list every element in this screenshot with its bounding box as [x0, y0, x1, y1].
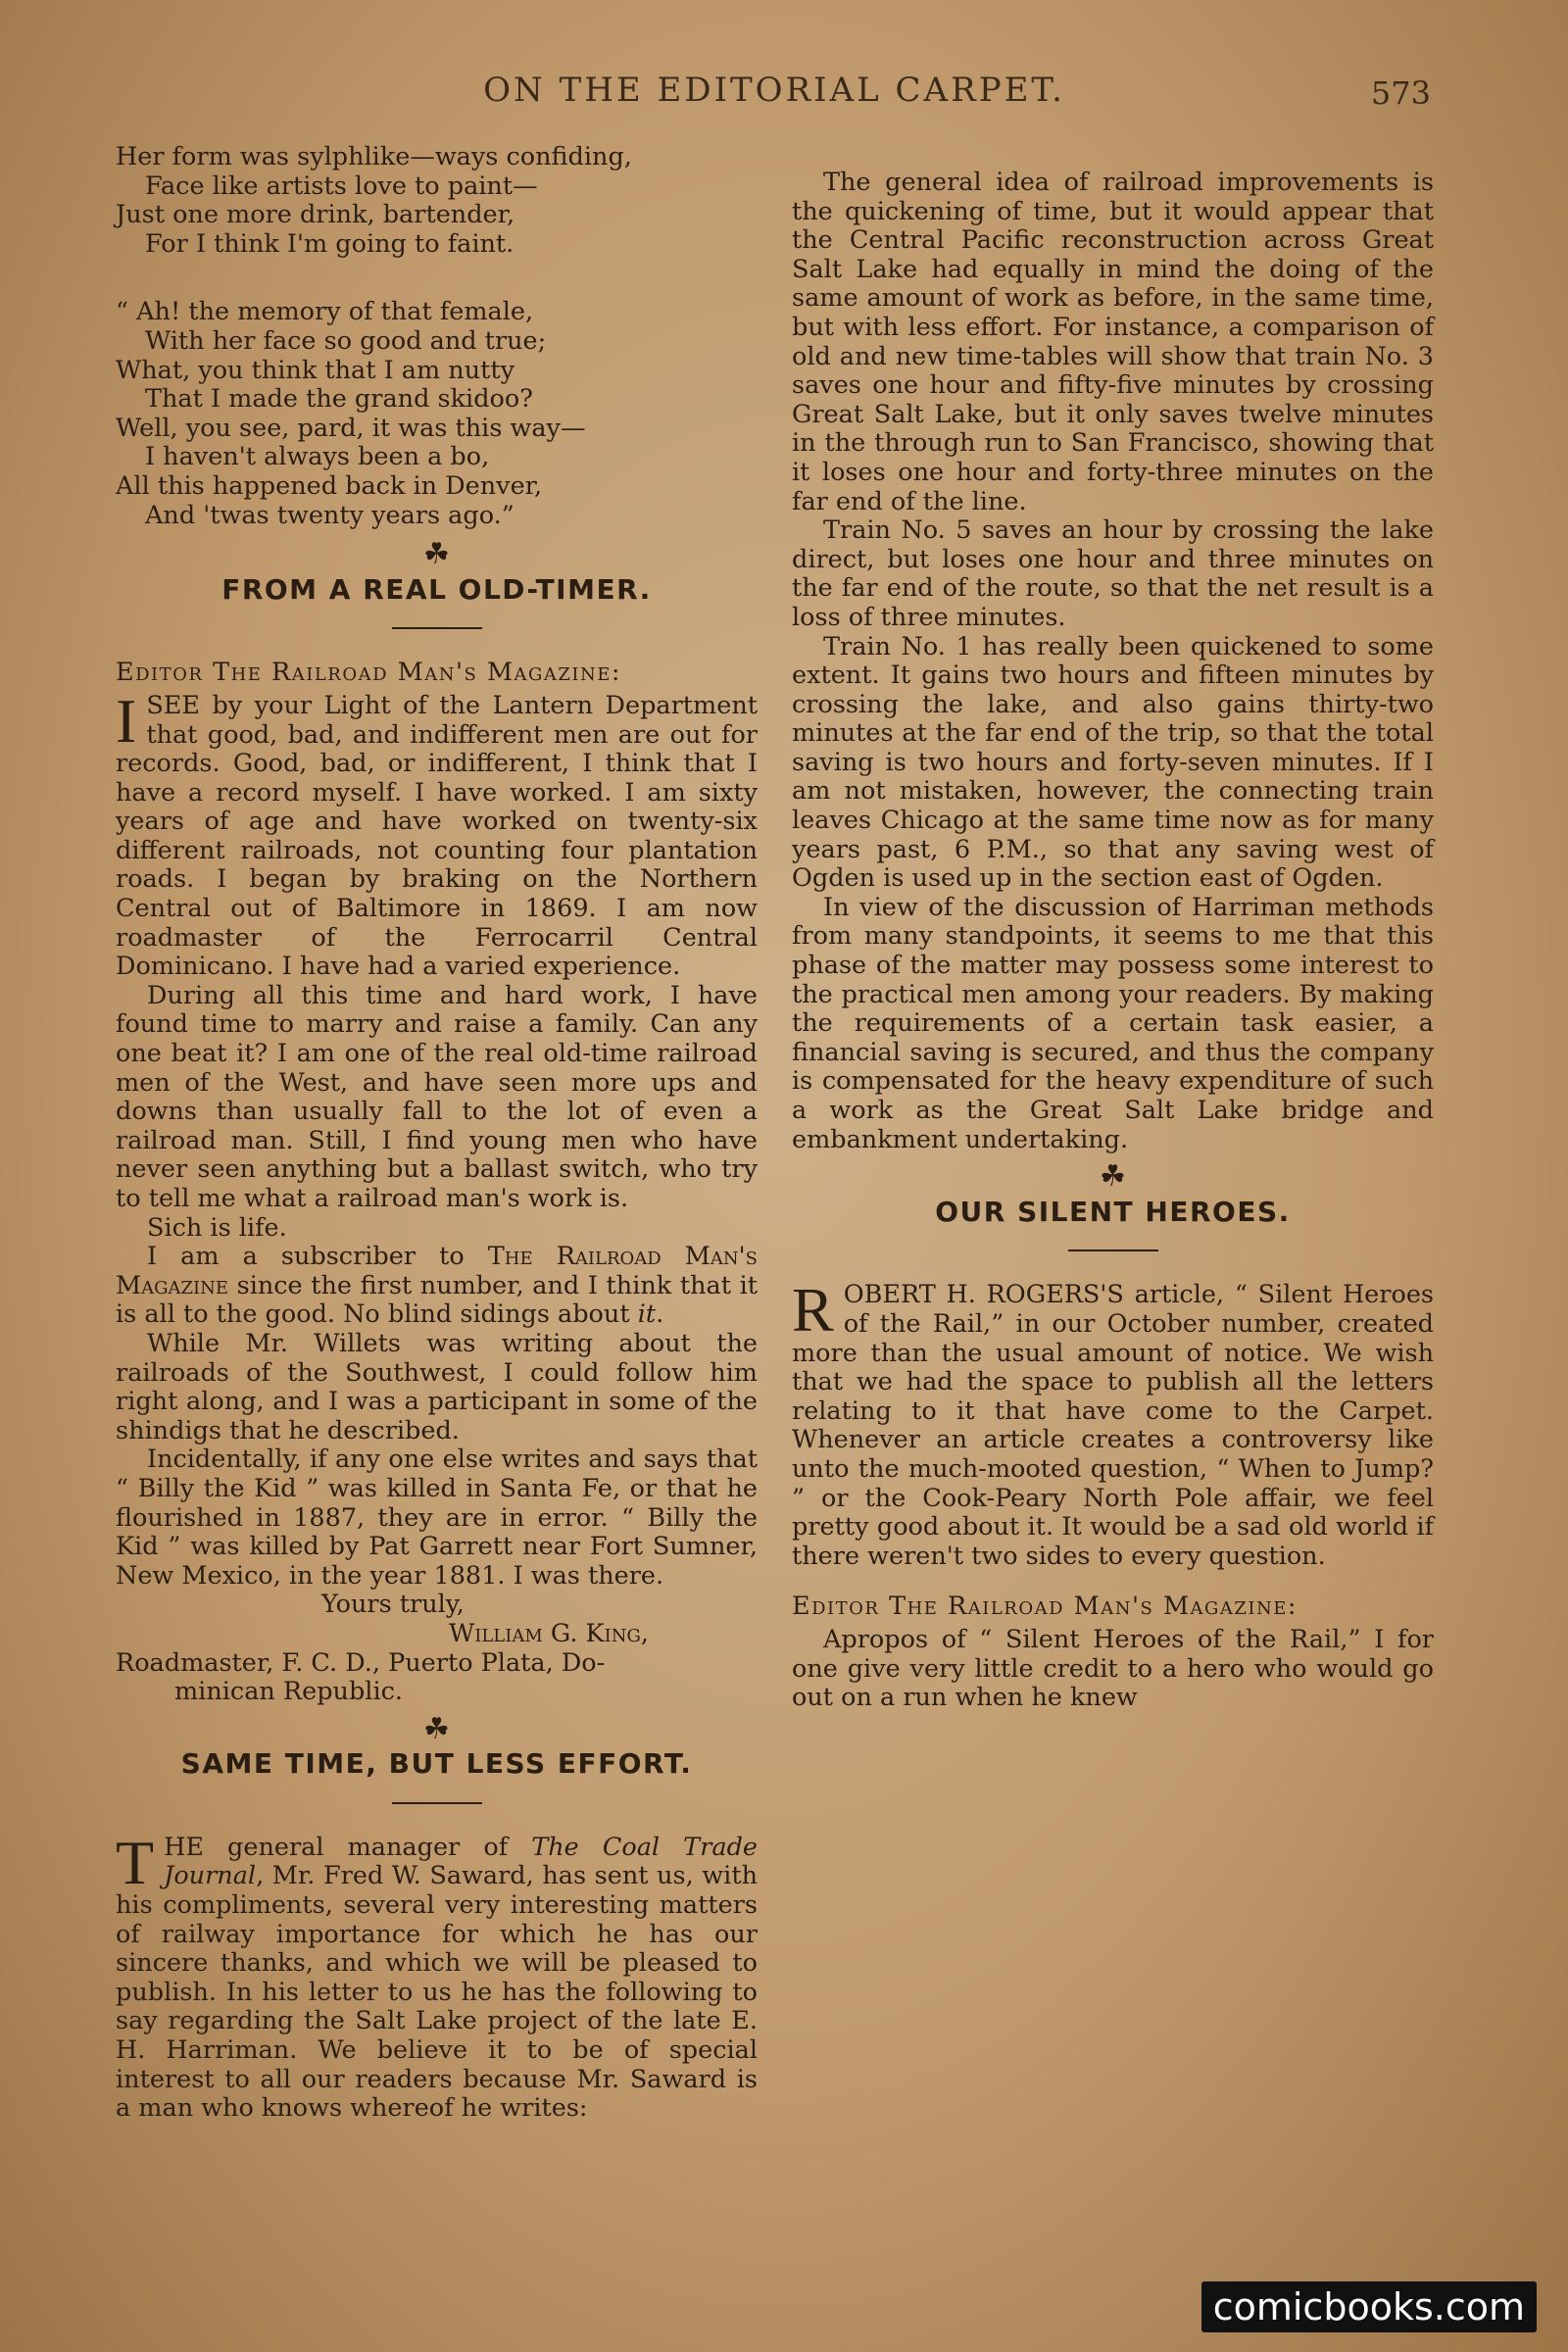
paragraph [116, 1827, 758, 2124]
poem-stanza-1 [116, 143, 758, 259]
poem-line: “ Ah! the memory of that female, [116, 297, 534, 327]
section-title-silent-heroes: OUR SILENT HEROES. [935, 1195, 1291, 1228]
quote-paragraph: The general idea of railroad improvements is the quickening of time, but it would appear that the Central Pacific reconstruction across Great Salt Lake had equally in mind the doing of the same amount of work as before, in the same time, but with less effort. For instance, a comparison of old and new time-tables will show that train No. 3 saves one hour and fifty-five minutes by crossing Great Salt Lake, but it only saves twelve minutes in the through run to San Francisco, showing that it loses one hour and forty-three minutes on the far end of the line. [792, 168, 1434, 516]
paragraph: During all this time and hard work, I have found time to marry and raise a family. Can any one beat it? I am one of the real old-time railroad men of the West, and have seen more ups and downs than usually fall to the lot of even a railroad man. Still, I find young men who have never seen anything but a ballast switch, who try to tell me what a railroad man's work is. [116, 980, 758, 1213]
paragraph-text: , Mr. Fred W. Saward, has sent us, with his compliments, several very interesting matters of railway importance for which he has our sincere thanks, and which we will be pleased to publish. In his letter to us he has the following to say regarding the Salt Lake project of the late E. H. Harriman. We believe it to be of special interest to all our readers because Mr. Saward is a man who knows whereof he writes: [116, 1861, 758, 2124]
signature-title: Roadmaster, F. C. D., Puerto Plata, Do- [116, 1647, 606, 1678]
paragraph-text: HE general manager of [164, 1832, 532, 1862]
time-abbrev: P.M. [986, 834, 1040, 864]
drop-cap: T [116, 1827, 155, 1897]
poem-line: With her face so good and true; [145, 325, 547, 356]
poem-line: That I made the grand skidoo? [145, 384, 533, 415]
signature-title: minican Republic. [174, 1677, 403, 1707]
right-column-content [792, 143, 1434, 1713]
running-title: ON THE EDITORIAL CARPET. [483, 71, 1065, 110]
poem-line: All this happened back in Denver, [116, 470, 543, 501]
left-column [116, 143, 758, 2124]
paragraph: Incidentally, if any one else writes and says that “ Billy the Kid ” was killed in Santa Fe, or that he flourished in 1887, they are in error. “ Billy the Kid ” was killed by Pat Garrett near Fort Sumner, New Mexico, in the year 1881. I was there. [116, 1445, 758, 1591]
paragraph: While Mr. Willets was writing about the railroads of the Southwest, I could follow him right along, and I was a participant in some of the shindigs that he described. [116, 1328, 758, 1446]
poem-line: Well, you see, pard, it was this way— [116, 413, 586, 443]
section-rule [392, 1802, 482, 1804]
section-title-old-timer: FROM A REAL OLD-TIMER. [221, 572, 652, 606]
section-rule [1068, 1250, 1158, 1251]
paragraph [116, 685, 758, 982]
poem-line: What, you think that I am nutty [116, 355, 515, 385]
paragraph-text: I am a subscriber to [147, 1242, 488, 1272]
quote-paragraph [792, 633, 1434, 894]
section-title-same-time: SAME TIME, BUT LESS EFFORT. [180, 1747, 693, 1781]
quote-paragraph: In view of the discussion of Harriman methods from many standpoints, it seems to me that this phase of the matter may possess some interest to the practical men among your readers. By making the requirements of a certain task easier, a financial saving is secured, and thus the company is compensated for the heavy expenditure of such a work as the Great Salt Lake bridge and embankment undertaking. [792, 892, 1434, 1154]
salutation: Editor The Railroad Man's Magazine: [792, 1592, 1298, 1622]
paragraph-text: Train No. 1 has really been quickened to some extent. It gains two hours and fifteen minutes by crossing the lake, and also gains thirty-two minutes at the far end of the trip, so that the total saving is two hours and forty-seven minutes. If I am not mistaken, however, the connecting train leaves Chicago at the same time now as for many years past, 6 [792, 631, 1434, 864]
ornament-icon: ☘ [423, 1711, 450, 1746]
signature: William G. King, [449, 1618, 649, 1648]
poem-line: Face like artists love to paint— [145, 171, 538, 201]
journal-name: The Coal Trade Journal [164, 1832, 758, 1891]
ornament-icon: ☘ [423, 537, 450, 572]
poem-line: I haven't always been a bo, [145, 442, 490, 472]
sign-off: Yours truly, [321, 1590, 465, 1620]
poem-line: Just one more drink, bartender, [116, 200, 515, 230]
section-rule [392, 627, 482, 629]
ornament-icon: ☘ [1100, 1159, 1126, 1195]
drop-cap: I [116, 685, 137, 756]
poem-line: For I think I'm going to faint. [145, 228, 514, 259]
page-header [118, 71, 1431, 120]
paragraph [116, 1243, 758, 1330]
paragraph-text: . [656, 1299, 664, 1330]
poem-stanza-2 [116, 298, 758, 530]
poem-line: Her form was sylphlike—ways confiding, [116, 142, 632, 172]
salutation: Editor The Railroad Man's Magazine: [116, 658, 622, 688]
paragraph: Apropos of “ Silent Heroes of the Rail,” I for one give very little credit to a hero who would go out on a run when he knew [792, 1624, 1434, 1713]
magazine-name: The Railroad Man's Magazine [116, 1242, 758, 1300]
paragraph-text: SEE by your Light of the Lantern Department that good, bad, and indifferent men are out for records. Good, bad, or indifferent, I think that I have a record myself. I have worked. I am sixty years of age and have worked on twenty-six different railroads, not counting four plantation roads. I began by braking on the Northern Central out of Baltimore in 1869. I am now roadmaster of the Ferrocarril Central Dominicano. I have had a varied experience. [116, 690, 758, 982]
quote-paragraph: Train No. 5 saves an hour by crossing the lake direct, but loses one hour and three minutes on the far end of the route, so that the net result is a loss of three minutes. [792, 515, 1434, 632]
paragraph [792, 1275, 1434, 1571]
page-number: 573 [1370, 74, 1431, 112]
poem-line: And 'twas twenty years ago.” [145, 500, 514, 530]
paragraph-text: OBERT H. ROGERS'S article, “ Silent Heroes of the Rail,” in our October number, created more than the usual amount of notice. We wish that we had the space to publish all the letters relating to it that have come to the Carpet. Whenever an article creates a controversy like unto the much-mooted question, “ When to Jump? ” or the Cook-Peary North Pole affair, we feel pretty good about it. It would be a sad old world if there weren't two sides to every question. [792, 1280, 1434, 1571]
emphasis: it [637, 1299, 657, 1330]
paragraph-text: since the first number, and I think that it is all to the good. No blind sidings about [116, 1270, 758, 1330]
paragraph-text: , so that any saving west of Ogden is used up in the section east of Ogden. [792, 834, 1434, 894]
drop-cap: R [792, 1275, 834, 1346]
paragraph: Sich is life. [147, 1212, 287, 1243]
watermark: comicbooks.com [1201, 2281, 1537, 2332]
